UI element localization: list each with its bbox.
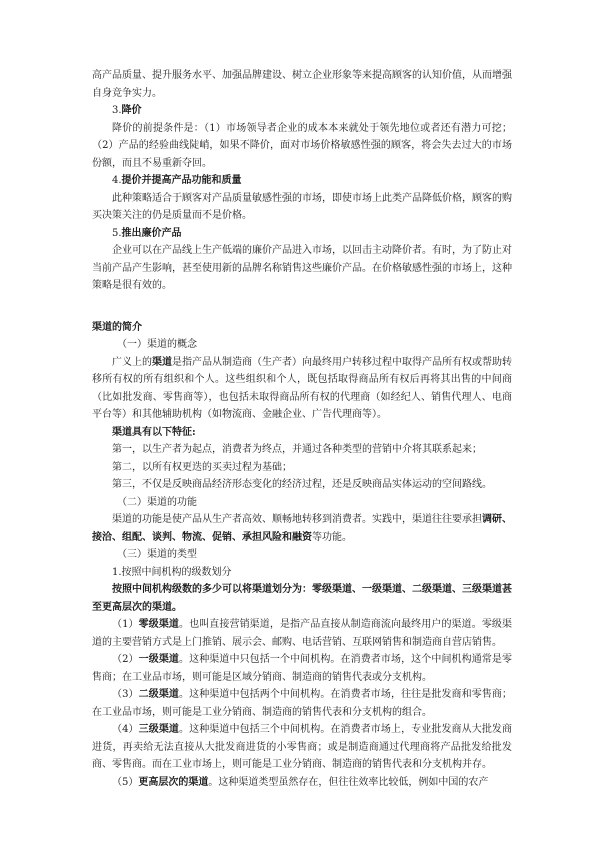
paragraph-price-raise: 此种策略适合于顾客对产品质量敏感性强的市场，即使市场上此类产品降低价格，顾客的购买决策关注的仍是质量而不是价格。 <box>92 192 512 221</box>
channel-type-item: （1）零级渠道。也叫直接营销渠道，是指产品直接从制造商流向最终用户的渠道。零级渠道的主要营销方式是上门推销、展示会、邮购、电话营销、互联网销售和制造商自营店销售。 <box>92 619 513 648</box>
channel-type-name: 三级渠道 <box>138 724 180 735</box>
term-channel: 渠道 <box>152 356 172 368</box>
channel-type-name: 一级渠道 <box>138 654 180 665</box>
types-summary: 按照中间机构级数的多少可以将渠道划分为：零级渠道、一级渠道、二级渠道、三级渠道甚至更高层次的渠道。 <box>92 584 512 613</box>
function-list: 调研、接洽、组配、谈判、物流、促销、承担风险和融资 <box>92 514 512 543</box>
types-subheading: 1.按照中间机构的级数划分 <box>112 566 232 578</box>
subsection-heading-types: （三）渠道的类型 <box>117 549 197 560</box>
paragraph-continued: 高产品质量、提升服务水平、加强品牌建设、树立企业形象等来提高顾客的认知价值，从而增强自身竞争实力。 <box>92 70 512 99</box>
channel-type-item: （4）三级渠道。这种渠道中包括三个中间机构。在消费者市场上，专业批发商从大批发商进货，再卖给无法直接从大批发商进货的小零售商；或是制造商通过代理商将产品批发给批发商、零售商。而在工业市场上，则可能是工业分销商、制造商的销售代表和分支机构并存。 <box>92 724 513 770</box>
section-heading-5 <box>92 225 512 243</box>
channel-type-item: （3）二级渠道。这种渠道中包括两个中间机构。在消费者市场，往往是批发商和零售商；在工业品市场，则可能是工业分销商、制造商的销售代表和分支机构的组合。 <box>92 689 513 718</box>
section-heading-3 <box>92 102 512 120</box>
features-heading: 渠道具有以下特征: <box>112 426 196 438</box>
paragraph-channel-function: 渠道的功能是使产品从生产者高效、顺畅地转移到消费者。实践中，渠道往往要承担调研、接洽、组配、谈判、物流、促销、承担风险和融资等功能。 <box>92 514 512 543</box>
channel-section-title: 渠道的简介 <box>92 321 142 333</box>
section-number: 3. <box>112 105 122 116</box>
channel-type-item: （5）更高层次的渠道。这种渠道类型虽然存在，但往往效率比较低，例如中国的农产 <box>112 776 489 788</box>
section-title: 提价并提高产品功能和质量 <box>121 175 242 186</box>
channel-type-name: 零级渠道 <box>138 619 180 630</box>
feature-item: 第一，以生产者为起点，消费者为终点，并通过各种类型的营销中介将其联系起来； <box>112 444 482 455</box>
section-title: 推出廉价产品 <box>121 227 182 239</box>
section-title: 降价 <box>121 105 142 116</box>
paragraph-cheap-product: 企业可以在产品线上生产低端的廉价产品进入市场，以回击主动降价者。有时，为了防止对当前产品产生影响，甚至使用新的品牌名称销售这些廉价产品。在价格敏感性强的市场上，这种策略是很有效的。 <box>92 245 512 291</box>
section-number: 5. <box>112 227 122 239</box>
subsection-heading-concept: （一）渠道的概念 <box>117 339 197 350</box>
document-body <box>92 67 512 791</box>
section-heading-4 <box>92 172 512 190</box>
section-number: 4. <box>112 175 122 186</box>
channel-type-name: 二级渠道 <box>138 689 180 700</box>
feature-item: 第三，不仅是反映商品经济形态变化的经济过程，还是反映商品实体运动的空间路线。 <box>112 479 492 490</box>
channel-type-name: 更高层次的渠道 <box>138 776 209 788</box>
channel-type-item: （2）一级渠道。这种渠道中只包括一个中间机构。在消费者市场，这个中间机构通常是零售商；在工业品市场，则可能是区域分销商、制造商的销售代表或分支机构。 <box>92 654 513 683</box>
paragraph-price-cut: 降价的前提条件是：（1）市场领导者企业的成本本来就处于领先地位或者还有潜力可挖；（2）产品的经验曲线陡峭，如果不降价，面对市场价格敏感性强的顾客，将会失去过大的市场份额，而且不易重新夺回。 <box>92 122 512 169</box>
subsection-heading-function: （二）渠道的功能 <box>117 496 197 508</box>
paragraph-channel-concept: 广义上的渠道是指产品从制造商（生产者）向最终用户转移过程中取得产品所有权或帮助转移所有权的所有组织和个人。这些组织和个人，既包括取得商品所有权后再将其出售的中间商（比如批发商、零售商等），也包括未取得商品所有权的代理商（如经纪人、销售代理人、电商平台等）和其他辅助机构（如物流商、金融企业、广告代理商等）。 <box>92 356 512 420</box>
feature-item: 第二，以所有权更迭的买卖过程为基础； <box>112 461 292 473</box>
